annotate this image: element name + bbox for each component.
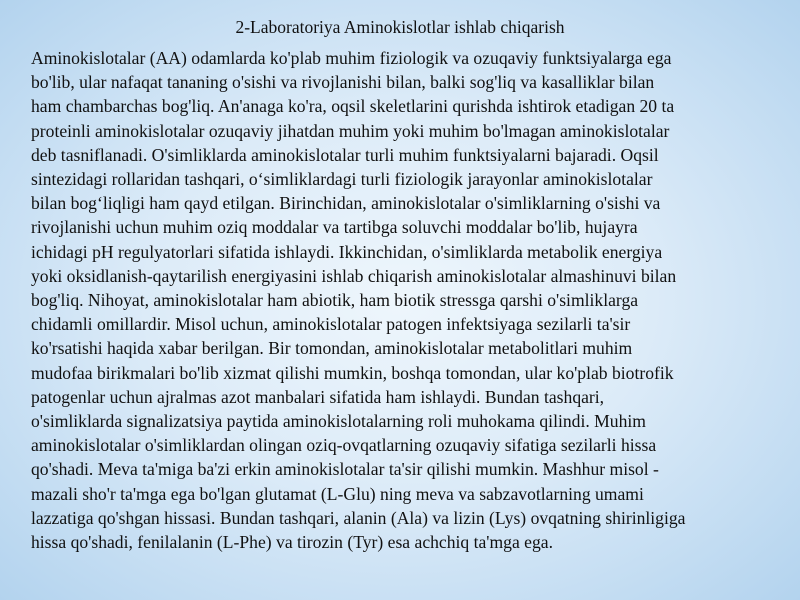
body-line: bo'lib, ular nafaqat tananing o'sishi va rivojlanishi bilan, balki sog'liq va kasalliklar bilan (31, 72, 655, 93)
body-line: proteinli aminokislotalar ozuqaviy jihatdan muhim yoki muhim bo'lmagan aminokislotalar (31, 120, 670, 141)
slide-title: 2-Laboratoriya Aminokislotlar ishlab chiqarish (235, 17, 565, 37)
body-line: ham chambarchas bog'liq. An'anaga ko'ra, oqsil skeletlarini qurishda ishtirok etadigan 20 ta (31, 96, 675, 117)
body-line: Aminokislotalar (AA) odamlarda ko'plab muhim fiziologik va ozuqaviy funktsiyalarga ega (31, 48, 672, 68)
body-line: chidamli omillardir. Misol uchun, aminokislotalar patogen infektsiyaga sezilarli ta'sir (31, 314, 631, 335)
slide-body-text (31, 46, 776, 554)
body-line: deb tasniflanadi. O'simliklarda aminokislotalar turli muhim funktsiyalarni bajaradi. Oqsil (31, 144, 659, 165)
body-line: qo'shadi. Meva ta'miga ba'zi erkin aminokislotalar ta'sir qilishi mumkin. Mashhur misol - (31, 459, 659, 480)
body-line: mudofaa birikmalari bo'lib xizmat qilishi mumkin, boshqa tomondan, ular ko'plab biotrofik (31, 362, 674, 383)
body-line: lazzatiga qo'shgan hissasi. Bundan tashqari, alanin (Ala) va lizin (Lys) ovqatning shirinligiga (31, 507, 686, 528)
body-line: mazali sho'r ta'mga ega bo'lgan glutamat (L-Glu) ning meva va sabzavotlarning umami (31, 483, 644, 504)
body-line: patogenlar uchun ajralmas azot manbalari sifatida ham ishlaydi. Bundan tashqari, (31, 386, 605, 407)
body-line: ichidagi pH regulyatorlari sifatida ishlaydi. Ikkinchidan, o'simliklarda metabolik energiya (31, 241, 663, 262)
body-line: bilan bog‘liqligi ham qayd etilgan. Birinchidan, aminokislotalar o'simliklarning o'sishi va (31, 193, 661, 214)
body-line: bog'liq. Nihoyat, aminokislotalar ham abiotik, ham biotik stressga qarshi o'simliklarga (31, 290, 639, 311)
body-line: ko'rsatishi haqida xabar berilgan. Bir tomondan, aminokislotalar metabolitlari muhim (31, 338, 633, 359)
body-line: hissa qo'shadi, fenilalanin (L-Phe) va tirozin (Tyr) esa achchiq ta'mga ega. (31, 532, 553, 553)
body-line: sintezidagi rollaridan tashqari, o‘simliklardagi turli fiziologik jarayonlar aminokislotalar (31, 169, 653, 190)
body-line: yoki oksidlanish-qaytarilish energiyasini ishlab chiqarish aminokislotalar almashinuvi bilan (31, 265, 677, 286)
body-line: o'simliklarda signalizatsiya paytida aminokislotalarning roli muhokama qilindi. Muhim (31, 411, 646, 432)
body-line: rivojlanishi uchun muhim oziq moddalar va tartibga soluvchi moddalar bo'lib, hujayra (31, 217, 638, 238)
body-line: aminokislotalar o'simliklardan olingan oziq-ovqatlarning ozuqaviy sifatiga sezilarli hissa (31, 435, 657, 456)
